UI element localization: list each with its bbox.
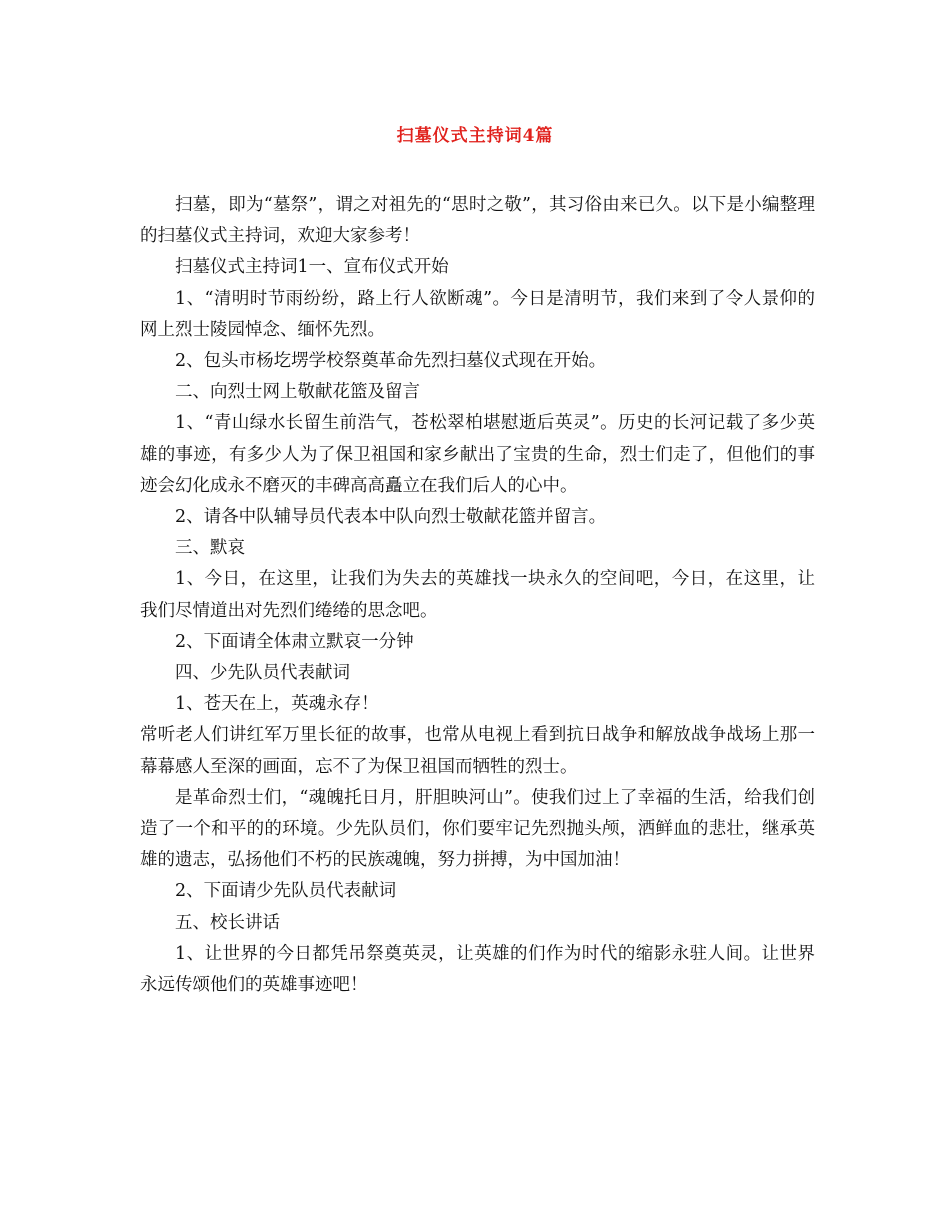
document-title: 扫墓仪式主持词4篇 xyxy=(396,126,554,146)
section-heading: 四、少先队员代表献词 xyxy=(175,663,350,684)
paragraph: 1、今日，在这里，让我们为失去的英雄找一块永久的空间吧，今日，在这里，让我们尽情道出对先烈们绻绻的思念吧。 xyxy=(140,569,815,621)
paragraph: 1、“清明时节雨纷纷，路上行人欲断魂”。今日是清明节，我们来到了令人景仰的网上烈士陵园悼念、缅怀先烈。 xyxy=(140,288,815,340)
section-heading: 三、默哀 xyxy=(175,538,245,559)
paragraph: 1、“青山绿水长留生前浩气，苍松翠柏堪慰逝后英灵”。历史的长河记载了多少英雄的事迹，有多少人为了保卫祖国和家乡献出了宝贵的生命，烈士们走了，但他们的事迹会幻化成永不磨灭的丰碑高高矗立在我们后人的心中。 xyxy=(140,413,815,496)
section-heading: 二、向烈士网上敬献花篮及留言 xyxy=(175,382,420,403)
paragraph: 1、让世界的今日都凭吊祭奠英灵，让英雄的们作为时代的缩影永驻人间。让世界永远传颂他们的英雄事迹吧！ xyxy=(140,943,815,996)
paragraph-no-indent: 常听老人们讲红军万里长征的故事，也常从电视上看到抗日战争和解放战争战场上那一幕幕感人至深的画面，忘不了为保卫祖国而牺牲的烈士。 xyxy=(140,725,815,777)
paragraph: 2、下面请全体肃立默哀一分钟 xyxy=(175,631,414,652)
paragraph: 2、包头市杨圪塄学校祭奠革命先烈扫墓仪式现在开始。 xyxy=(175,351,607,372)
document-body xyxy=(140,190,815,1001)
paragraph-heading-1: 扫墓仪式主持词1一、宣布仪式开始 xyxy=(175,257,449,278)
paragraph: 1、苍天在上，英魂永存！ xyxy=(175,694,379,715)
section-heading: 五、校长讲话 xyxy=(175,912,280,933)
paragraph-intro: 扫墓，即为“墓祭”，谓之对祖先的“思时之敬”，其习俗由来已久。以下是小编整理的扫墓仪式主持词，欢迎大家参考！ xyxy=(140,195,815,247)
paragraph: 是革命烈士们，“魂魄托日月，肝胆映河山”。使我们过上了幸福的生活，给我们创造了一个和平的的环境。少先队员们，你们要牢记先烈抛头颅，洒鲜血的悲壮，继承英雄的遗志，弘扬他们不朽的民族魂魄，努力拼搏，为中国加油！ xyxy=(140,787,815,871)
paragraph: 2、请各中队辅导员代表本中队向烈士敬献花篮并留言。 xyxy=(175,507,607,528)
paragraph: 2、下面请少先队员代表献词 xyxy=(175,881,397,902)
